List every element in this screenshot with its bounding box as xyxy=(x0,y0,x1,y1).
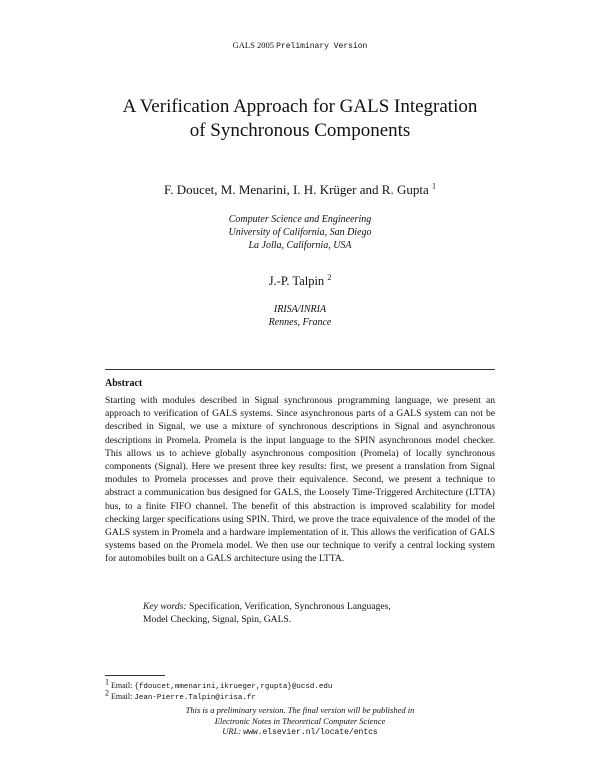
url-label: URL: xyxy=(222,726,242,736)
footnote-label: Email: xyxy=(111,681,133,690)
footnote-label: Email: xyxy=(111,692,133,701)
author2-footnote-mark: 2 xyxy=(327,272,332,282)
prelim-line-1: This is a preliminary version. The final version will be published in xyxy=(185,705,415,715)
affiliation-line: IRISA/INRIA xyxy=(273,304,327,315)
footnote-mark: 2 xyxy=(105,688,109,698)
author-names: F. Doucet, M. Menarini, I. H. Krüger and R. Gupta xyxy=(164,182,429,197)
keywords xyxy=(143,600,473,626)
footnote-email[interactable]: Jean-Pierre.Talpin@irisa.fr xyxy=(134,694,256,702)
second-author xyxy=(0,274,600,289)
keywords-line-2: Model Checking, Signal, Spin, GALS. xyxy=(143,614,292,626)
keywords-line-1: Specification, Verification, Synchronous Languages, xyxy=(189,601,391,612)
title-line-2: of Synchronous Components xyxy=(189,120,411,141)
footnote-2 xyxy=(105,688,256,704)
author-footnote-mark: 1 xyxy=(431,181,436,191)
footnote-email[interactable]: {fdoucet,mmenarini,ikrueger,rgupta}@ucsd.edu xyxy=(134,683,333,691)
affiliation-line: University of California, San Diego xyxy=(228,227,372,238)
affiliation-line: Rennes, France xyxy=(268,317,332,328)
title-line-1: A Verification Approach for GALS Integration xyxy=(122,96,478,117)
affiliation-line: La Jolla, California, USA xyxy=(248,240,352,251)
footnote-divider xyxy=(105,675,165,676)
abstract-body: Starting with modules described in Signal synchronous programming language, we present an approach to verification of GALS systems. Since asynchronous parts of a GALS system can not be described in Signal, we use a mixture of synchronous descriptions in Signal and asynchronous descriptions in Promela. Promela is the input language to the SPIN asynchronous model checker. This allows us to achieve globally asynchronous composition (Promela) of locally synchronous components (Signal). Here we present three key results: first, we present a translation from Signal modules to Promela processes and prove their equivalence. Second, we present a technique to abstract a communication bus designed for GALS, the Loosely Time-Triggered Architecture (LTTA) bus, to a finite FIFO channel. The benefit of this abstraction is improved scalability for model checking larger specifications using SPIN. Third, we prove the trace equivalence of the model of the GALS system in Promela and a hardware implementation of it. This allows the verification of GALS systems based on the Promela model. We then use our technique to verify a central locking system for automobiles built on a GALS architecture using the LTTA. xyxy=(105,395,495,565)
keywords-label: Key words: xyxy=(143,601,187,612)
preliminary-note xyxy=(0,705,600,739)
abstract-heading: Abstract xyxy=(105,378,143,389)
affiliation-irisa xyxy=(0,303,600,329)
prelim-line-2: Electronic Notes in Theoretical Computer Science xyxy=(214,715,386,726)
abstract-divider xyxy=(105,369,495,370)
running-header xyxy=(0,40,600,51)
journal-url[interactable]: www.elsevier.nl/locate/entcs xyxy=(243,728,378,737)
conference-name: GALS 2005 xyxy=(232,40,274,50)
affiliation-ucsd xyxy=(0,213,600,252)
author-list xyxy=(0,182,600,198)
footnote-mark: 1 xyxy=(105,677,109,687)
affiliation-line: Computer Science and Engineering xyxy=(228,214,372,225)
author2-name: J.-P. Talpin xyxy=(268,274,325,288)
paper-title xyxy=(0,95,600,143)
version-label: Preliminary Version xyxy=(276,42,368,51)
